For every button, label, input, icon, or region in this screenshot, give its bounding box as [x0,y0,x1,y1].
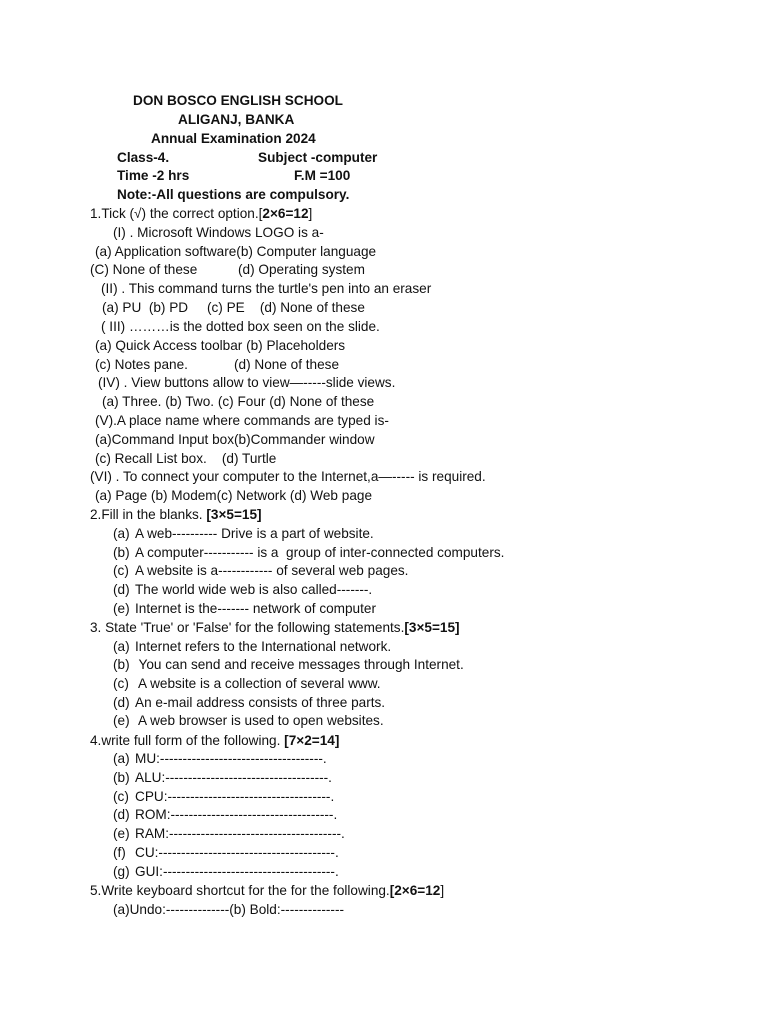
q4-heading-text: 4.write full form of the following. [90,733,285,748]
q4-text: CPU:------------------------------------. [135,789,335,804]
q4-label: (b) [113,770,130,785]
q3-heading [90,619,460,637]
time-label: Time -2 hrs [117,168,190,183]
class-label: Class-4. [117,150,170,165]
q4-text: RAM:--------------------------------------. [135,826,345,841]
q1-line: (VI) . To connect your computer to the Internet,a—----- is required. [90,469,486,484]
subject-label: Subject -computer [258,150,378,165]
q1-line: (IV) . View buttons allow to view—-----slide views. [98,375,396,390]
q3-label: (d) [113,695,130,710]
q4-heading [90,732,339,750]
q2-text: Internet is the------- network of computer [135,601,376,616]
q4-text: ALU:------------------------------------. [135,770,332,785]
q1-line: (V).A place name where commands are typed is- [95,413,389,428]
q2-label: (c) [113,563,129,578]
q3-label: (c) [113,676,129,691]
q3-label: (e) [113,713,130,728]
q2-text: The world wide web is also called-------. [135,582,373,597]
q5-marks: [2×6=12 [389,883,441,898]
q3-text: An e-mail address consists of three parts. [135,695,386,710]
q4-text: MU:------------------------------------. [135,751,327,766]
q3-heading-text: 3. State 'True' or 'False' for the following statements. [90,620,405,635]
q3-label: (a) [113,639,130,654]
q1-line: (a) Application software(b) Computer language [95,244,377,259]
q4-label: (d) [113,807,130,822]
q2-text: A website is a------------ of several web pages. [135,563,409,578]
q1-line: (c) Recall List box. (d) Turtle [95,451,277,466]
q1-line: (d) Operating system [238,262,365,277]
q2-text: A computer----------- is a group of inter-connected computers. [135,545,505,560]
q3-text: A website is a collection of several www. [135,676,381,691]
q2-text: A web---------- Drive is a part of website. [135,526,374,541]
q1-line: (a) Quick Access toolbar (b) Placeholders [95,338,346,353]
full-marks-label: F.M =100 [294,168,351,183]
q1-line: (II) . This command turns the turtle's pen into an eraser [101,281,432,296]
q5-heading-text: 5.Write keyboard shortcut for the for the following. [90,883,390,898]
q4-text: CU:---------------------------------------. [135,845,339,860]
q3-text: A web browser is used to open websites. [135,713,384,728]
school-place: ALIGANJ, BANKA [178,112,295,127]
q4-label: (g) [113,864,130,879]
q3-text: Internet refers to the International network. [135,639,392,654]
q1-line: (a)Command Input box(b)Commander window [95,432,375,447]
q1-heading [90,205,312,223]
q1-heading-text: 1.Tick (√) the correct option.[ [90,206,263,221]
q1-line: (a) PU (b) PD (c) PE (d) None of these [102,300,365,315]
exam-title: Annual Examination 2024 [151,131,316,146]
q2-heading-text: 2.Fill in the blanks. [90,507,207,522]
note-line: Note:-All questions are compulsory. [117,187,350,202]
q1-line: (I) . Microsoft Windows LOGO is a- [113,225,324,240]
q4-text: ROM:------------------------------------. [135,807,338,822]
q2-marks: [3×5=15] [206,507,262,522]
q4-marks: [7×2=14] [284,733,340,748]
q2-label: (a) [113,526,130,541]
q2-label: (b) [113,545,130,560]
q3-label: (b) [113,657,130,672]
q1-line: (d) None of these [234,357,340,372]
q4-label: (e) [113,826,130,841]
school-name: DON BOSCO ENGLISH SCHOOL [133,93,343,108]
q3-marks: [3×5=15] [404,620,460,635]
q1-line: ( III) ………is the dotted box seen on the slide. [101,319,380,334]
q3-text: You can send and receive messages through Internet. [135,657,464,672]
q1-line: (C) None of these [90,262,198,277]
q5-line: (a)Undo:--------------(b) Bold:-------------- [113,902,345,917]
q5-close: ] [440,883,445,898]
q5-heading [90,882,444,900]
q4-label: (c) [113,789,129,804]
q2-heading [90,506,262,524]
q4-text: GUI:--------------------------------------. [135,864,339,879]
q1-line: (a) Page (b) Modem(c) Network (d) Web page [95,488,373,503]
q4-label: (f) [113,845,126,860]
q1-line: (a) Three. (b) Two. (c) Four (d) None of these [102,394,375,409]
q2-label: (e) [113,601,130,616]
q1-line: (c) Notes pane. [95,357,188,372]
q1-marks: 2×6=12 [262,206,309,221]
q1-close: ] [308,206,313,221]
q4-label: (a) [113,751,130,766]
q2-label: (d) [113,582,130,597]
